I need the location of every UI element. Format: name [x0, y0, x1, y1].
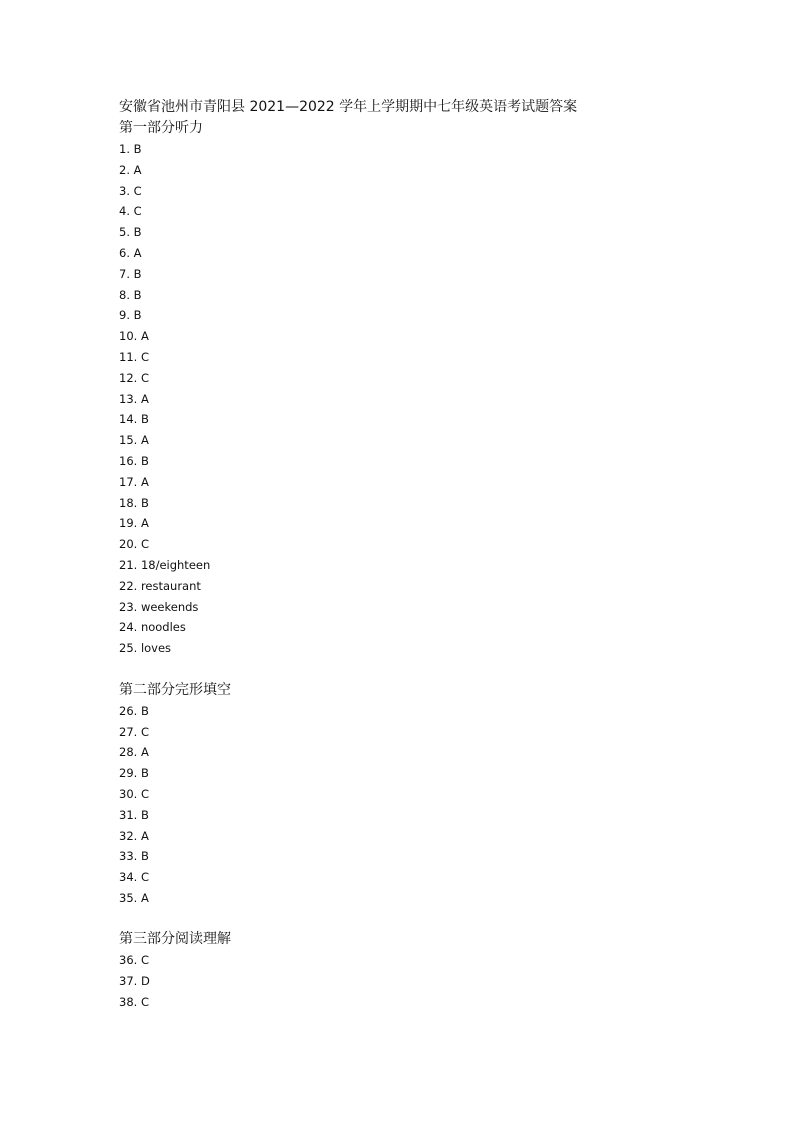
answer-item: 17. A [119, 474, 149, 489]
answer-item: 34. C [119, 870, 149, 885]
answer-item: 11. C [119, 349, 149, 364]
answer-item: 35. A [119, 890, 149, 905]
answer-item: 31. B [119, 807, 149, 822]
answer-item: 6. A [119, 245, 142, 260]
section-heading: 第一部分听力 [119, 120, 203, 136]
section-heading: 第二部分完形填空 [119, 681, 231, 698]
answer-item: 12. C [119, 370, 149, 385]
answer-item: 21. 18/eighteen [119, 557, 211, 572]
answer-item: 9. B [119, 308, 142, 323]
answer-item: 20. C [119, 537, 149, 552]
answer-list [119, 701, 719, 909]
answer-item: 1. B [119, 142, 142, 156]
answer-item: 24. noodles [119, 620, 186, 635]
answer-item: 26. B [119, 703, 149, 718]
answer-item: 36. C [119, 953, 149, 968]
answer-item: 22. restaurant [119, 578, 201, 593]
answer-item: 16. B [119, 453, 149, 468]
answer-item: 10. A [119, 329, 149, 344]
sections-container [119, 118, 719, 1013]
answer-item: 7. B [119, 266, 142, 281]
section-heading: 第三部分阅读理解 [119, 931, 231, 948]
answer-item: 37. D [119, 974, 150, 989]
answer-sheet [119, 97, 719, 1013]
answer-item: 25. loves [119, 641, 172, 656]
answer-item: 28. A [119, 745, 149, 760]
answer-item: 18. B [119, 495, 149, 510]
answer-item: 3. C [119, 183, 142, 198]
answer-item: 8. B [119, 287, 142, 302]
answer-list [119, 139, 719, 659]
answer-item: 30. C [119, 786, 149, 801]
answer-item: 38. C [119, 995, 149, 1010]
answer-item: 27. C [119, 724, 149, 739]
answer-list [119, 950, 719, 1012]
section-spacer [119, 909, 719, 930]
document-title: 安徽省池州市青阳县 2021—2022 学年上学期期中七年级英语考试题答案 [119, 99, 578, 115]
answer-item: 13. A [119, 391, 149, 406]
answer-item: 15. A [119, 433, 149, 448]
answer-item: 4. C [119, 204, 142, 219]
answer-item: 33. B [119, 849, 149, 864]
answer-item: 19. A [119, 516, 149, 531]
answer-item: 23. weekends [119, 599, 199, 614]
section-spacer [119, 659, 719, 680]
answer-item: 5. B [119, 225, 142, 240]
answer-item: 2. A [119, 162, 142, 177]
answer-item: 29. B [119, 766, 149, 781]
answer-item: 14. B [119, 412, 149, 427]
answer-item: 32. A [119, 828, 149, 843]
